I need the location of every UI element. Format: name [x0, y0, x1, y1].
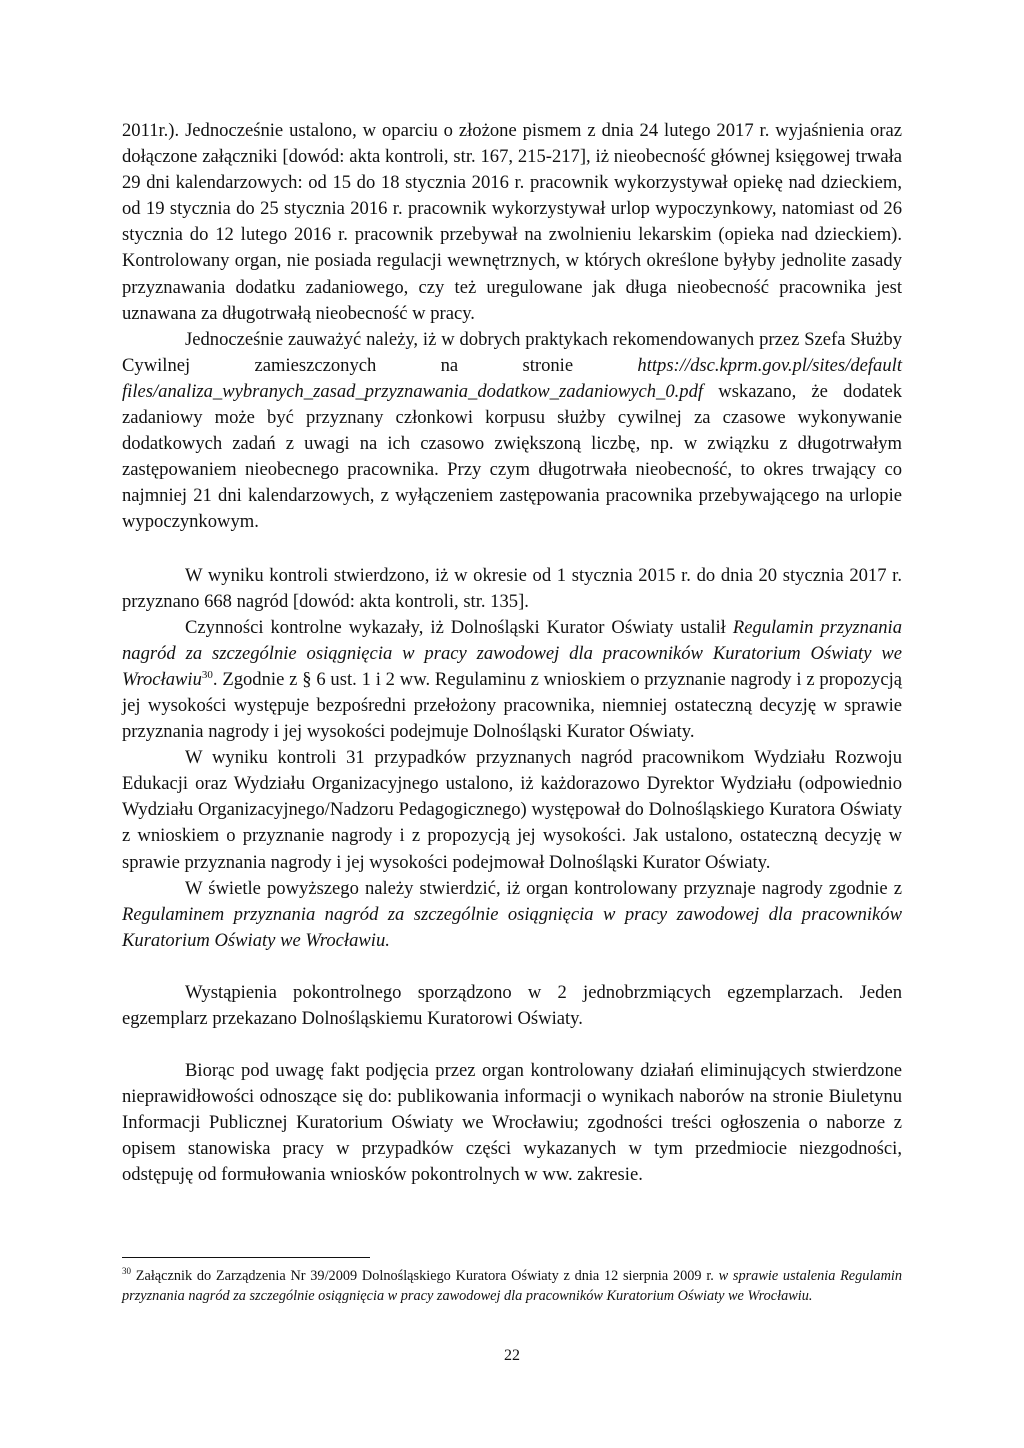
paragraph-text: W świetle powyższego należy stwierdzić, iż organ kontrolowany przyznaje nagrody zgodnie z [185, 877, 902, 899]
paragraph-dobre-praktyki [122, 327, 902, 536]
footnote-italic-text: w sprawie ustalenia Regulamin przyznania nagród za szczególnie osiągnięcia w pracy zawodowej dla pracowników Kuratorium Oświaty we Wrocławiu. [122, 1268, 903, 1304]
paragraph-zakonczenie: Biorąc pod uwagę fakt podjęcia przez organ kontrolowany działań eliminujących stwierdzone nieprawidłowości odnoszące się do: publikowania informacji o wynikach naborów na stronie Biuletynu Informacji Publicznej Kuratorium Oświaty we Wrocławiu; zgodności treści ogłoszenia o naborze z opisem stanowiska pracy w przypadków części wykazanych w tym przedmiocie niezgodności, odstępuję od formułowania wniosków pokontrolnych w ww. zakresie. [122, 1060, 902, 1186]
paragraph-text: Jednocześnie zauważyć należy, iż w dobrych praktykach rekomendowanych przez Szefa Służby Cywilnej zamieszczonych na stronie [122, 328, 902, 376]
paragraph-wniosek [122, 876, 902, 954]
footnote-text: Załącznik do Zarządzenia Nr 39/2009 Dolnośląskiego Kuratora Oświaty z dnia 12 sierpnia 2009 r. [135, 1268, 714, 1284]
footnote-reference[interactable]: 30 [201, 668, 213, 681]
paragraph-nagrody-liczba: W wyniku kontroli stwierdzono, iż w okresie od 1 stycznia 2015 r. do dnia 20 stycznia 2017 r. przyznano 668 nagród [dowód: akta kontroli, str. 135]. [122, 564, 902, 612]
paragraph-wyniki-kontroli: W wyniku kontroli 31 przypadków przyznanych nagród pracownikom Wydziału Rozwoju Edukacji oraz Wydziału Organizacyjnego ustalono, iż każdorazowo Dyrektor Wydziału (odpowiednio Wydziału Organizacyjnego/Nadzoru Pedagogicznego) występował do Dolnośląskiego Kuratora Oświaty z wnioskiem o przyznanie nagrody i z propozycją jej wysokości. Jak ustalono, ostateczną decyzję w sprawie przyznania nagrody i jej wysokości podejmował Dolnośląski Kurator Oświaty. [122, 747, 902, 873]
page-number: 22 [504, 1347, 520, 1364]
dsc-link[interactable]: https://dsc.kprm.gov.pl/sites/default files/analiza_wybranych_zasad_przyznawania_dodatkow_zadaniowych_0.pdf [122, 354, 902, 402]
footnote-divider [122, 1257, 370, 1258]
paragraph-regulamin [122, 615, 902, 745]
footnote-number: 30 [122, 1266, 131, 1277]
paragraph-text: . Zgodnie z § 6 ust. 1 i 2 ww. Regulaminu z wnioskiem o przyznanie nagrody i z propozycją jej wysokości występuje bezpośredni przełożony pracownika, niemniej ostateczną decyzję w sprawie przyznania nagrody i jej wysokości podejmuje Dolnośląski Kurator Oświaty. [122, 668, 902, 743]
footnote [122, 1267, 902, 1306]
document-body [122, 118, 902, 1189]
paragraph-text: Czynności kontrolne wykazały, iż Dolnośląski Kurator Oświaty ustalił [185, 616, 726, 638]
regulamin-title: Regulaminem przyznania nagród za szczególnie osiągnięcia w pracy zawodowej dla pracowników Kuratorium Oświaty we Wrocławiu. [122, 903, 902, 951]
paragraph-egzemplarze: Wystąpienia pokontrolnego sporządzono w 2 jednobrzmiących egzemplarzach. Jeden egzemplarz przekazano Dolnośląskiemu Kuratorowi Oświaty. [122, 981, 902, 1029]
paragraph-dodatek-nieobecnosc: 2011r.). Jednocześnie ustalono, w oparciu o złożone pismem z dnia 24 lutego 2017 r. wyjaśnienia oraz dołączone załączniki [dowód: akta kontroli, str. 167, 215-217], iż nieobecność głównej księgowej trwała 29 dni kalendarzowych: od 15 do 18 stycznia 2016 r. pracownik wykorzystywał opiekę nad dzieckiem, od 19 stycznia do 25 stycznia 2016 r. pracownik wykorzystywał urlop wypoczynkowy, natomiast od 26 stycznia do 12 lutego 2016 r. pracownik przebywał na zwolnieniu lekarskim (opieka nad dzieckiem). Kontrolowany organ, nie posiada regulacji wewnętrznych, w których określone byłyby jednolite zasady przyznawania dodatku zadaniowego, czy też uregulowane jak długa nieobecność pracownika jest uznawana za długotrwałą nieobecność w pracy. [122, 120, 902, 324]
paragraph-text: wskazano, że dodatek zadaniowy może być przyznany członkowi korpusu służby cywilnej za czasowe wykonywanie dodatkowych zadań z uwagi na ich czasowo zwiększoną liczbę, np. w związku z długotrwałym zastępowaniem nieobecnego pracownika. Przy czym długotrwała nieobecność, to okres trwający co najmniej 21 dni kalendarzowych, z wyłączeniem zastępowania pracownika przebywającego na urlopie wypoczynkowym. [122, 380, 903, 533]
regulamin-title: Regulamin przyznania nagród za szczególnie osiągnięcia w pracy zawodowej dla pracowników Kuratorium Oświaty we Wrocławiu [122, 616, 902, 690]
